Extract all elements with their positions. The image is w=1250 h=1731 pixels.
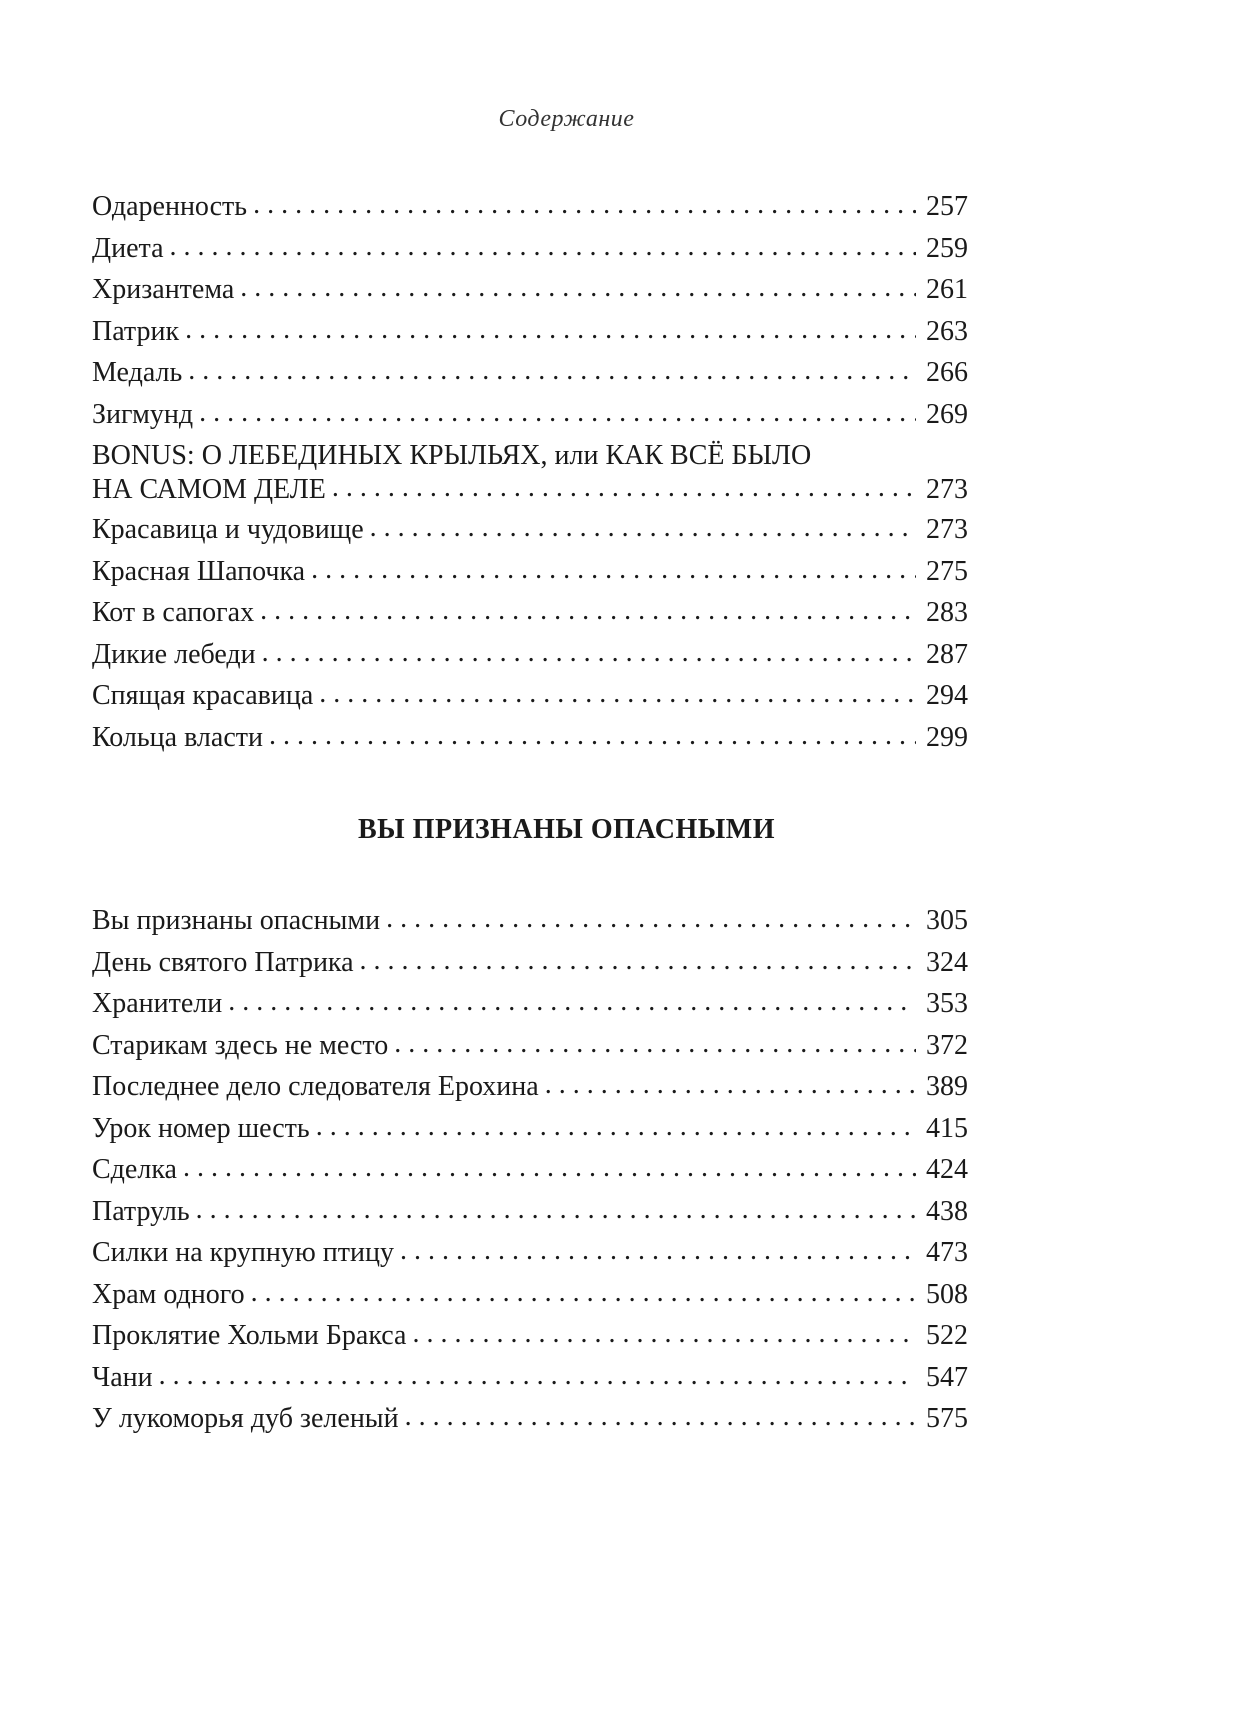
toc-entry-page: 294 xyxy=(926,680,968,711)
toc-entry-title: Хризантема xyxy=(92,274,235,305)
dot-leader xyxy=(545,1064,916,1106)
toc-entry xyxy=(92,1025,968,1067)
toc-entry xyxy=(92,1066,968,1108)
toc-entry xyxy=(92,592,968,634)
toc-entry xyxy=(92,1315,968,1357)
dot-leader xyxy=(311,549,916,591)
toc-entry xyxy=(92,1357,968,1399)
dot-leader xyxy=(386,898,916,940)
dot-leader xyxy=(228,981,916,1023)
toc-entry-page: 324 xyxy=(926,946,968,978)
dot-leader xyxy=(188,350,916,392)
toc-entry-title: Медаль xyxy=(92,357,183,388)
dot-leader xyxy=(269,715,916,757)
toc-entry-page: 372 xyxy=(926,1029,968,1061)
toc-entry-page: 473 xyxy=(926,1237,968,1268)
toc-entry-title: День святого Патрика xyxy=(92,946,354,978)
toc-entry-page: 283 xyxy=(926,597,968,628)
toc-entry-page: 415 xyxy=(926,1112,968,1144)
toc-entry-title: Храм одного xyxy=(92,1278,245,1310)
toc-entry-page: 261 xyxy=(926,274,968,305)
toc-entry-page: 438 xyxy=(926,1195,968,1227)
dot-leader xyxy=(185,309,916,351)
toc-entry xyxy=(92,900,968,942)
toc-entry-page: 273 xyxy=(926,514,968,545)
toc-entry-page: 389 xyxy=(926,1071,968,1102)
toc-entry-page: 269 xyxy=(926,398,968,430)
toc-entry xyxy=(92,1108,968,1150)
toc-entry xyxy=(92,551,968,593)
toc-entry-title: Спящая красавица xyxy=(92,680,314,711)
dot-leader xyxy=(199,392,916,434)
toc-entry-title-line-2-row xyxy=(92,473,968,509)
toc-entry-page: 547 xyxy=(926,1361,968,1393)
dot-leader xyxy=(183,1147,916,1189)
dot-leader xyxy=(253,184,916,226)
toc-entry-title-line-2: НА САМОМ ДЕЛЕ xyxy=(92,474,326,505)
dot-leader xyxy=(332,471,916,505)
toc-entry-page: 287 xyxy=(926,638,968,670)
toc-entry xyxy=(92,509,968,551)
toc-entry-title: Чани xyxy=(92,1361,153,1393)
dot-leader xyxy=(316,1106,916,1148)
toc-list-part-1 xyxy=(92,186,968,758)
toc-entry-page: 575 xyxy=(926,1403,968,1434)
toc-entry-page: 266 xyxy=(926,357,968,388)
toc-entry-title: Урок номер шесть xyxy=(92,1112,310,1144)
toc-entry-page: 424 xyxy=(926,1154,968,1185)
toc-entry xyxy=(92,269,968,311)
running-head: Содержание xyxy=(498,106,635,132)
dot-leader xyxy=(262,632,916,674)
toc-entry-page: 305 xyxy=(926,905,968,936)
dot-leader xyxy=(405,1396,916,1438)
dot-leader xyxy=(360,940,916,982)
toc-entry-page: 275 xyxy=(926,555,968,587)
toc-entry-page: 522 xyxy=(926,1320,968,1351)
toc-entry-title: Красная Шапочка xyxy=(92,555,306,587)
toc-entry xyxy=(92,1191,968,1233)
toc-entry-title: Последнее дело следователя Ерохина xyxy=(92,1071,539,1102)
toc-entry-page: 273 xyxy=(926,474,968,505)
toc-entry xyxy=(92,675,968,717)
toc-entry-title-line-1: BONUS: О ЛЕБЕДИНЫХ КРЫЛЬЯХ, или КАК ВСЁ БЫЛО xyxy=(92,440,812,471)
toc-entry xyxy=(92,1232,968,1274)
toc-entry xyxy=(92,352,968,394)
section-heading: ВЫ ПРИЗНАНЫ ОПАСНЫМИ xyxy=(358,814,775,845)
toc-entry-page: 508 xyxy=(926,1278,968,1310)
toc-entry-title: Старикам здесь не место xyxy=(92,1029,389,1061)
toc-entry-title: Зигмунд xyxy=(92,398,194,430)
toc-entry-title: Диета xyxy=(92,232,164,264)
dot-leader xyxy=(159,1355,916,1397)
dot-leader xyxy=(370,507,916,549)
toc-entry-page: 299 xyxy=(926,721,968,753)
toc-entry-title: Одаренность xyxy=(92,191,248,222)
dot-leader xyxy=(240,267,916,309)
dot-leader xyxy=(400,1230,916,1272)
dot-leader xyxy=(394,1023,916,1065)
toc-entry-title: Красавица и чудовище xyxy=(92,514,364,545)
toc-entry xyxy=(92,394,968,436)
toc-entry xyxy=(92,1398,968,1440)
toc-entry-title: У лукоморья дуб зеленый xyxy=(92,1403,399,1434)
dot-leader xyxy=(412,1313,916,1355)
toc-entry xyxy=(92,1149,968,1191)
toc-entry xyxy=(92,311,968,353)
toc-entry xyxy=(92,983,968,1025)
toc-list-part-2 xyxy=(92,900,968,1440)
toc-entry-title: Силки на крупную птицу xyxy=(92,1237,394,1268)
toc-entry-title: Патруль xyxy=(92,1195,190,1227)
toc-entry-page: 353 xyxy=(926,988,968,1019)
toc-entry-title: Патрик xyxy=(92,315,180,347)
toc-entry-page: 259 xyxy=(926,232,968,264)
dot-leader xyxy=(170,226,916,268)
dot-leader xyxy=(196,1189,916,1231)
toc-entry xyxy=(92,1274,968,1316)
toc-entry-title: Кольца власти xyxy=(92,721,263,753)
toc-entry-bonus xyxy=(92,435,968,509)
dot-leader xyxy=(319,673,916,715)
toc-entry xyxy=(92,634,968,676)
toc-entry-title: Сделка xyxy=(92,1154,177,1185)
dot-leader xyxy=(251,1272,916,1314)
toc-entry-page: 263 xyxy=(926,315,968,347)
toc-entry-title: Проклятие Хольми Бракса xyxy=(92,1320,407,1351)
toc-entry-page: 257 xyxy=(926,191,968,222)
toc-entry xyxy=(92,228,968,270)
toc-entry xyxy=(92,717,968,759)
toc-entry-title: Дикие лебеди xyxy=(92,638,256,670)
toc-entry xyxy=(92,186,968,228)
dot-leader xyxy=(260,590,916,632)
toc-entry-title: Кот в сапогах xyxy=(92,597,255,628)
toc-entry-title: Хранители xyxy=(92,988,223,1019)
toc-entry xyxy=(92,942,968,984)
toc-entry-title: Вы признаны опасными xyxy=(92,905,381,936)
